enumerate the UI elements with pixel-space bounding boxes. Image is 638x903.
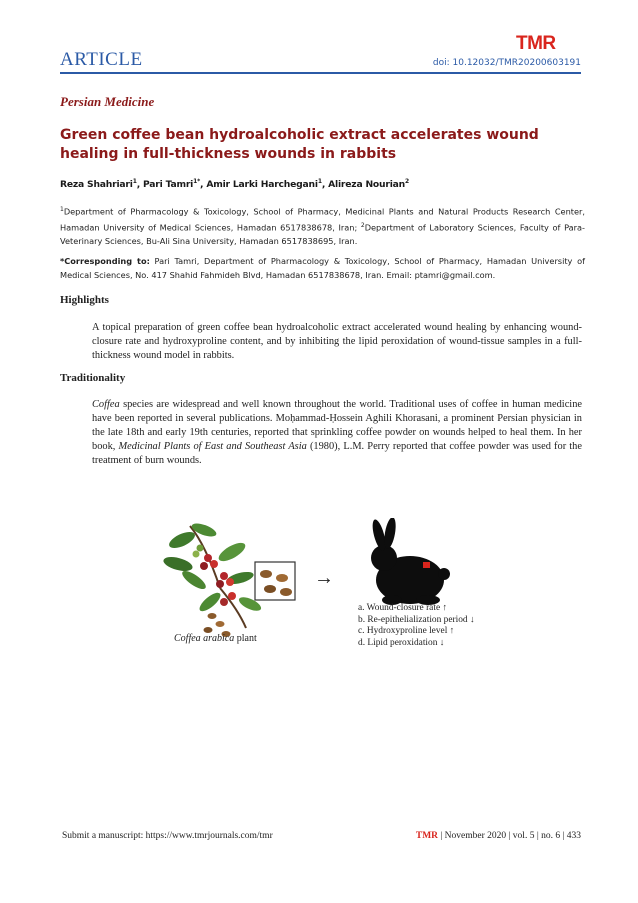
article-title: Green coffee bean hydroalcoholic extract accelerates wound healing in full-thickness wounds in rabbits: [60, 127, 539, 162]
traditionality-text-b: (1980), L.M. Perry reported that coffee powder was used for the treatment of burn wounds.: [92, 441, 582, 466]
author-sup: 1*: [193, 178, 201, 185]
traditionality-text: [92, 398, 582, 468]
coffee-beans-icon: [260, 570, 292, 596]
author-sup: 2: [405, 178, 409, 185]
figure-caption: [174, 633, 257, 644]
author-name: Reza Shahriari: [60, 179, 133, 191]
coffee-plant-illustration: [162, 521, 263, 637]
genus-name: Coffea: [92, 399, 120, 410]
author-name: Alireza Nourian: [328, 179, 406, 191]
rabbit-silhouette-icon: [370, 518, 450, 605]
traditionality-text-a: species are widespread and well known throughout the world. Traditional uses of coffee in human medicine have been reported in several publications. Moḥammad-Ḥossein Aghili Khorasani, a prominent Persian physician in the late 18th and early 19th centuries, reported that sprinkling coffee powder on wounds helped to heal them. In her book,: [92, 399, 582, 452]
caption-rest: plant: [234, 633, 257, 644]
affiliations: [60, 203, 585, 248]
book-title: Medicinal Plants of East and Southeast Asia: [118, 441, 307, 452]
footer-issue-text: | November 2020 | vol. 5 | no. 6 | 433: [438, 831, 581, 841]
results-list: [358, 603, 475, 650]
result-item: d. Lipid peroxidation ↓: [358, 638, 445, 649]
species-name: Coffea arabica: [174, 633, 235, 644]
author-name: Pari Tamri: [143, 179, 194, 191]
doi[interactable]: doi: 10.12032/TMR20200603191: [432, 58, 581, 68]
author-list: Reza Shahriari$^1$, Pari Tamri$^{1*}$, Amir Larki Harchegani$^1$, Alireza Nourian$^2$: [60, 178, 409, 191]
result-item: b. Re-epithelialization period ↓: [358, 614, 475, 625]
author-sup: 1: [317, 178, 322, 185]
wound-marker: [423, 562, 430, 568]
submit-link[interactable]: Submit a manuscript: https://www.tmrjournals.com/tmr: [62, 831, 273, 841]
header-rule: [60, 72, 581, 74]
corresponding-text: Pari Tamri, Department of Pharmacology & Toxicology, School of Pharmacy, Hamadan University of Medical Sciences, No. 417 Shahid Fahmideh Blvd, Hamadan 6517838678, Iran. Email: ptamri@gmail.com.: [60, 256, 585, 280]
highlights-text: A topical preparation of green coffee bean hydroalcoholic extract accelerated wound healing by enhancing wound-closure rate and hydroxyproline content, and by inhibiting the lipid peroxidation of wound-tissue samples in a full-thickness wound model in rabbits.: [92, 322, 582, 361]
result-item: a. Wound-closure rate ↑: [358, 603, 448, 613]
highlights-heading: Highlights: [60, 294, 109, 306]
affil-sup: 2: [360, 221, 365, 229]
author-name: Amir Larki Harchegani: [206, 179, 318, 191]
affil-text: Department of Pharmacology & Toxicology, School of Pharmacy, Medicinal Plants and Natural Products Research Center, Hamadan University of Medical Sciences, Hamadan 6517838678, Iran;: [60, 206, 585, 233]
traditionality-heading: Traditionality: [60, 372, 126, 384]
article-label: ARTICLE: [60, 49, 143, 70]
footer-journal: TMR: [415, 831, 439, 841]
arrow-icon: →: [314, 567, 334, 589]
footer-issue: [416, 831, 581, 841]
section-label: Persian Medicine: [60, 94, 155, 109]
result-item: c. Hydroxyproline level ↑: [358, 626, 455, 637]
corresponding-author: [60, 254, 585, 282]
affil-sup: 1: [60, 206, 64, 213]
corresponding-label: *Corresponding to:: [60, 256, 150, 266]
affil-text: Department of Laboratory Sciences, Faculty of Para-Veterinary Sciences, Bu-Ali Sina University, Hamadan 6517838695, Iran.: [60, 222, 585, 247]
author-sup: 1: [132, 178, 137, 185]
tmr-logo: TMR: [516, 33, 556, 54]
